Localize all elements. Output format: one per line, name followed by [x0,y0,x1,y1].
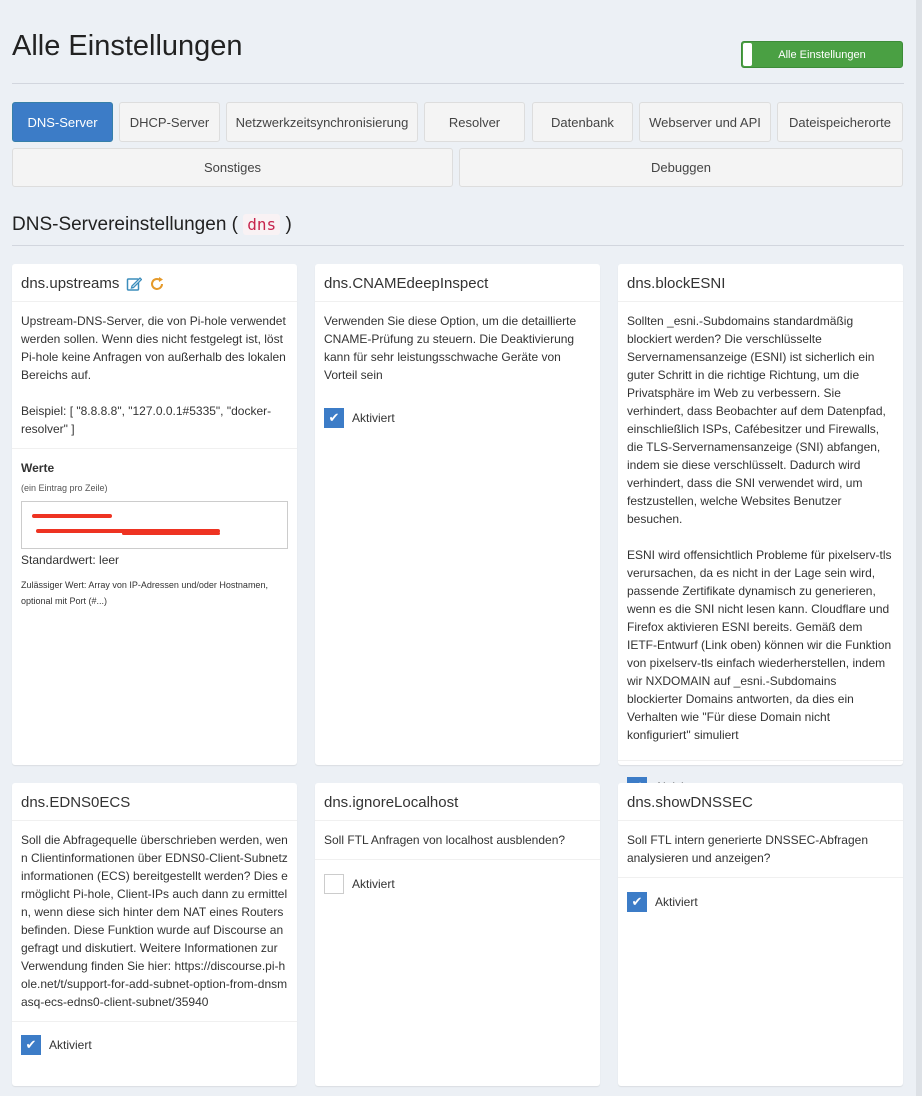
section-code: dns [243,214,280,235]
page-title: Alle Einstellungen [12,30,243,62]
card-header [12,266,297,302]
values-hint: (ein Eintrag pro Zeile) [21,483,108,493]
card-description: Verwenden Sie diese Option, um die detaillierte CNAME-Prüfung zu steuern. Die Deaktivierung kann für sehr leistungsschwache Geräte von Vorteil sein [324,314,577,382]
card-title: dns.blockESNI [627,275,726,292]
checkbox-checked[interactable]: ✔ [627,892,647,912]
card-dns-blockesni [618,264,903,765]
card-body [618,302,903,754]
card-body [315,821,600,859]
toggle-knob [743,43,752,66]
card-description: Upstream-DNS-Server, die von Pi-hole verwendet werden sollen. Wenn dies nicht festgelegt ist, löst Pi-hole keine Anfragen von außerhalb des lokalen Bereichs auf. [21,314,286,382]
cname-checkbox-row[interactable] [315,408,600,428]
redaction-mark [122,532,220,535]
tab-resolver[interactable]: Resolver [424,102,525,142]
card-body [315,302,600,394]
values-section [12,449,297,619]
card-header [618,266,903,302]
card-dns-upstreams [12,264,297,765]
tab-ntp[interactable]: Netzwerkzeitsynchronisierung [226,102,418,142]
card-description: Soll FTL intern generierte DNSSEC-Abfragen analysieren und anzeigen? [627,833,868,865]
card-title: dns.EDNS0ECS [21,794,131,811]
localhost-checkbox-row[interactable] [315,874,600,894]
card-header [315,785,600,821]
card-description: Sollten _esni.-Subdomains standardmäßig blockiert werden? Die verschlüsselte Servernamensanzeige (ESNI) ist sicherlich ein guter Schritt in die richtige Richtung, um die Privatsphäre im Web zu verbessern. Sie verhindert, dass Beobachter auf dem Datenpfad, einschließlich ISPs, Cafébesitzer und Firewalls, die TLS-Servernamensanzeige (SNI) abfangen, indem sie diese verschlüsselt. Dadurch wird verhindert, dass die SNI verwendet wird, um festzustellen, welche Websites Benutzer besuchen. [627,314,886,526]
edns-checkbox-row[interactable] [12,1035,297,1055]
card-title: dns.showDNSSEC [627,794,753,811]
toggle-label: Alle Einstellungen [778,48,866,61]
tab-dns-server[interactable]: DNS-Server [12,102,113,142]
tab-file-locations[interactable]: Dateispeicherorte [777,102,903,142]
card-body [12,821,297,1021]
edit-icon[interactable] [126,276,142,292]
card-body [618,821,903,877]
tab-debug[interactable]: Debuggen [459,148,903,187]
checkbox-label: Aktiviert [655,895,698,909]
card-header [315,266,600,302]
card-title: dns.CNAMEdeepInspect [324,275,489,292]
card-body [12,302,297,448]
scrollbar-track[interactable] [916,0,922,1096]
reload-icon[interactable] [149,276,165,292]
card-title: dns.upstreams [21,275,120,292]
card-description: Soll FTL Anfragen von localhost ausblenden? [324,833,566,847]
card-header [618,785,903,821]
card-dns-cnamedeepinspect [315,264,600,765]
default-value: Standardwert: leer [21,553,120,567]
divider [315,859,600,860]
all-settings-toggle[interactable] [741,41,903,68]
card-description-2: ESNI wird offensichtlich Probleme für pixelserv-tls verursachen, da es nicht in der Lage sein wird, passende Zertifikate dynamisch zu generieren, wenn es die SNI nicht lesen kann. Cloudflare und Firefox aktivieren ESNI bereits. Gemäß dem IETF-Entwurf (Link oben) können wir die Funktion von pixelserv-tls einfach wiederherstellen, indem wir NXDOMAIN auf _esni.-Subdomains blockierter Domains antworten, da dies ein Verhalten wie "Für diese Domain nicht konfiguriert" simuliert [627,548,892,742]
allowed-value: Zulässiger Wert: Array von IP-Adressen und/oder Hostnamen, optional mit Port (#...) [21,580,268,606]
card-example: Beispiel: [ "8.8.8.8", "127.0.0.1#5335", "docker-resolver" ] [21,404,272,436]
values-label: Werte [21,461,55,475]
checkbox-checked[interactable]: ✔ [324,408,344,428]
tab-misc[interactable]: Sonstiges [12,148,453,187]
divider [618,877,903,878]
divider [618,760,903,761]
checkbox-label: Aktiviert [352,877,395,891]
checkbox-unchecked[interactable] [324,874,344,894]
section-title [12,214,292,236]
title-divider [12,83,904,84]
card-description: Soll die Abfragequelle überschrieben werden, wenn Clientinformationen über EDNS0-Client-Subnetzinformationen (ECS) bereitgestellt werden? Dies ermöglicht Pi-hole, Client-IPs auch dann zu ermitteln, wenn diese sich hinter dem NAT eines Routers befinden. Diese Funktion wurde auf Discourse angefragt und diskutiert. Weitere Informationen zur Verwendung finden Sie hier: https://discourse.pi-hole.net/t/support-for-add-subnet-option-from-dnsmasq-ecs-edns0-client-subnet/35940 [21,833,288,1009]
card-title: dns.ignoreLocalhost [324,794,459,811]
upstreams-textarea[interactable] [21,501,288,549]
section-close: ) [285,214,292,235]
card-header [12,785,297,821]
card-dns-showdnssec [618,783,903,1086]
section-title-text: DNS-Servereinstellungen ( [12,214,238,235]
redaction-mark [32,514,112,518]
checkbox-label: Aktiviert [352,411,395,425]
tab-webserver-api[interactable]: Webserver und API [639,102,771,142]
dnssec-checkbox-row[interactable] [618,892,903,912]
checkbox-label: Aktiviert [49,1038,92,1052]
checkbox-checked[interactable]: ✔ [21,1035,41,1055]
card-dns-edns0ecs [12,783,297,1086]
tab-dhcp-server[interactable]: DHCP-Server [119,102,220,142]
card-dns-ignorelocalhost [315,783,600,1086]
tab-database[interactable]: Datenbank [532,102,633,142]
section-divider [12,245,904,246]
divider [12,1021,297,1022]
